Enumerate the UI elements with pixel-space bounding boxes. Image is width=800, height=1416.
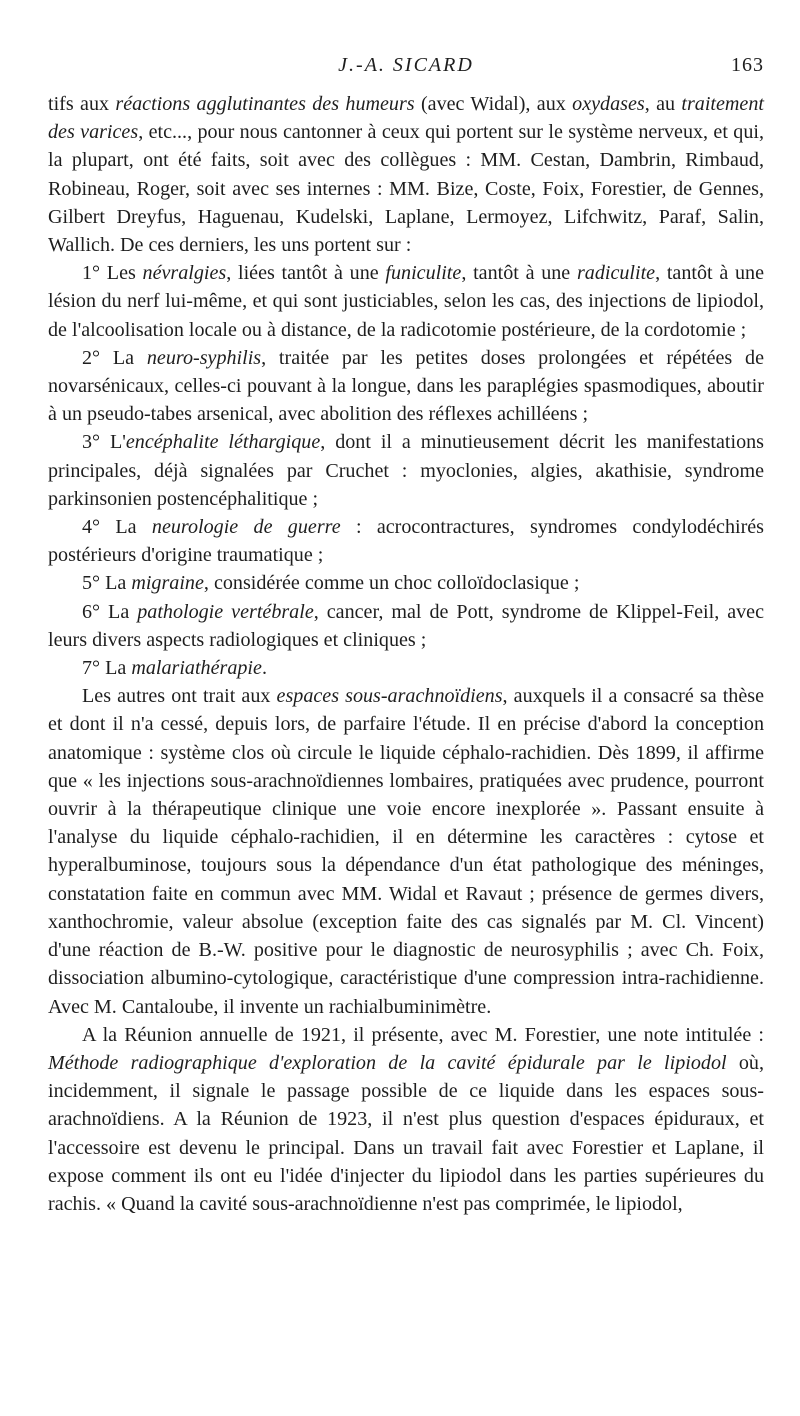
italic-text: réactions agglutinantes des humeurs (115, 93, 415, 115)
running-title: J.-A. SICARD (338, 54, 474, 76)
text-segment: tifs aux (48, 93, 116, 115)
text-segment: où, incidemment, il signale le passage possible de ce liquide dans les espaces sous-arachnoïdiens. A la Réunion de 1923, il n'est plus question d'espaces épiduraux, et l'accessoire est devenu le principal. Dans un travail fait avec Forestier et Laplane, il expose comment ils ont eu l'idée d'injecter du lipiodol dans les parties supérieures du rachis. « Quand la cavité sous-arachnoïdienne n'est pas comprimée, le lipiodol, (48, 1051, 764, 1215)
document-page (48, 54, 764, 1218)
paragraph (48, 428, 764, 513)
text-segment: , auxquels il a consacré sa thèse et dont il n'a cessé, depuis lors, de parfaire l'étude. Il en précise d'abord la conception anatomique : système clos où circule le liquide céphalo-rachidien. Dès 1899, il affirme que « les injections sous-arachnoïdiennes lombaires, pratiquées avec prudence, pourront ouvrir à la thérapeutique clinique une voie encore inexplorée ». Passant ensuite à l'analyse du liquide céphalo-rachidien, il en détermine les caractères : cytose et hyperalbuminose, toujours sous la dépendance d'un état pathologique des méninges, constatation faite en commun avec MM. Widal et Ravaut ; présence de germes divers, xanthochromie, valeur absolue (exception faite des cas signalés par M. Cl. Vincent) d'une réaction de B.-W. positive pour le diagnostic de neurosyphilis ; avec Ch. Foix, dissociation albumino-cytologique, caractéristique d'une compression intra-rachidienne. Avec M. Cantaloube, il invente un rachialbuminimètre. (48, 685, 764, 1018)
italic-text: funiculite (385, 262, 462, 285)
text-segment: , traitée par les petites doses prolongées et répétées de novarsénicaux, celles-ci pouvant à la longue, dans les paraplégies spasmodiques, aboutir à un pseudo-tabes arsenical, avec abolition des réflexes achilléens ; (48, 346, 764, 426)
paragraph (48, 682, 764, 1020)
body-text (48, 90, 764, 1218)
italic-text: radiculite (576, 262, 656, 285)
paragraph (48, 344, 764, 429)
italic-text: névralgies (142, 262, 227, 285)
text-segment: , dont il a minutieusement décrit les manifestations principales, déjà signalées par Cruchet : myoclonies, algies, akathisie, syndrome parkinsonien postencéphalitique ; (48, 431, 764, 510)
text-segment: 7° La (82, 657, 132, 680)
italic-text: neurologie de guerre (151, 516, 341, 539)
italic-text: Méthode radiographique d'exploration de la cavité épidurale par le lipiodol (48, 1051, 727, 1074)
text-segment: 1° Les (82, 262, 143, 285)
italic-text: malariathérapie (131, 657, 262, 680)
page-number: 163 (731, 54, 764, 76)
text-segment: . (261, 657, 267, 680)
paragraph (48, 598, 764, 654)
italic-text: espaces sous-arachnoïdiens (276, 685, 503, 708)
italic-text: oxydases (572, 93, 645, 115)
text-segment: Les autres ont trait aux (82, 685, 277, 708)
paragraph (48, 1021, 764, 1218)
page-header (48, 54, 764, 90)
text-segment: , au (644, 93, 682, 115)
italic-text: pathologie vertébrale (137, 600, 314, 623)
paragraph (48, 569, 764, 597)
text-segment: , cancer, mal de Pott, syndrome de Klippel-Feil, avec leurs divers aspects radiologiques et cliniques ; (48, 600, 765, 651)
italic-text: traitement des varices (48, 93, 764, 144)
italic-text: encéphalite léthargique (125, 431, 321, 454)
text-segment: 4° La (82, 516, 152, 539)
text-segment: , considérée comme un choc colloïdoclasique ; (203, 572, 580, 595)
italic-text: migraine (131, 572, 204, 595)
text-segment: 2° La (82, 346, 147, 369)
text-segment: , tantôt à une lésion du nerf lui-même, et qui sont justiciables, selon les cas, des injections de lipiodol, de l'alcoolisation locale ou à distance, de la radicotomie postérieure, de la cordotomie ; (48, 262, 764, 341)
text-segment: : acrocontractures, syndromes condylodéchirés postérieurs d'origine traumatique ; (48, 516, 764, 567)
paragraph (48, 90, 764, 259)
paragraph (48, 259, 764, 344)
text-segment: (avec Widal), aux (414, 93, 573, 115)
italic-text: neuro-syphilis (146, 346, 262, 369)
text-segment: , tantôt à une (461, 262, 577, 285)
text-segment: 3° L' (82, 431, 126, 454)
text-segment: 5° La (82, 572, 132, 595)
text-segment: , liées tantôt à une (226, 262, 386, 285)
paragraph (48, 654, 764, 682)
text-segment: 6° La (82, 600, 138, 623)
text-segment: , etc..., pour nous cantonner à ceux qui portent sur le système nerveux, et qui, la plupart, ont été faits, soit avec des collègues : MM. Cestan, Dambrin, Rimbaud, Robineau, Roger, soit avec ses internes : MM. Bize, Coste, Foix, Forestier, de Gennes, Gilbert Dreyfus, Haguenau, Kudelski, Laplane, Lermoyez, Lifchwitz, Paraf, Salin, Wallich. De ces derniers, les uns portent sur : (48, 121, 764, 257)
paragraph (48, 513, 764, 569)
text-segment: A la Réunion annuelle de 1921, il présente, avec M. Forestier, une note intitulée : (82, 1023, 764, 1046)
